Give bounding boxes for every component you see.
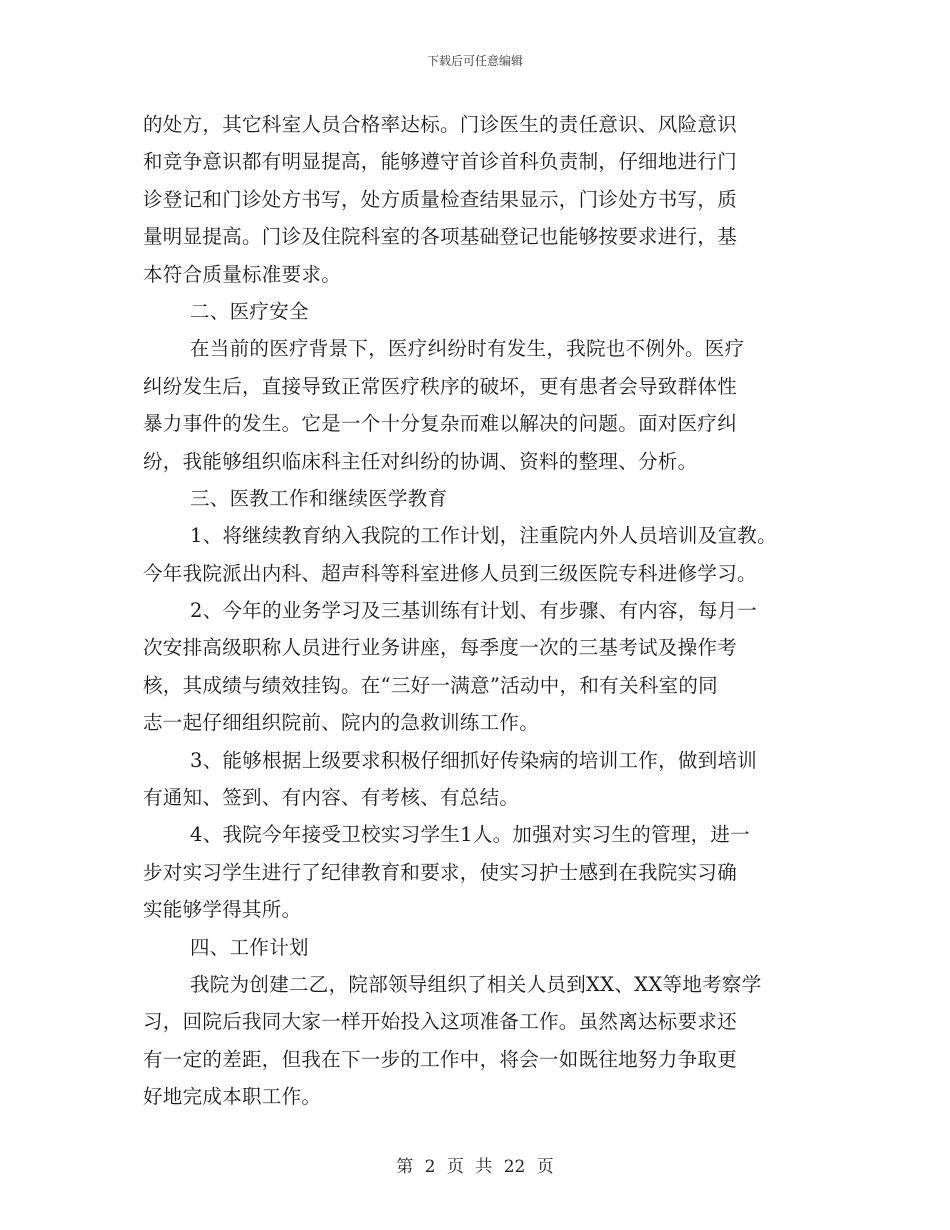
text-line: 诊登记和门诊处方书写，处方质量检查结果显示，门诊处方书写，质: [143, 187, 738, 211]
text-line: 量明显提高。门诊及住院科室的各项基础登记也能够按要求进行，基: [143, 225, 738, 249]
text-line: 在当前的医疗背景下，医疗纠纷时有发生，我院也不例外。医疗: [190, 337, 745, 361]
section-heading-medical-education: 三、医教工作和继续医学教育: [190, 486, 448, 510]
section-heading-medical-safety: 二、医疗安全: [190, 299, 309, 323]
text-line: 习，回院后我同大家一样开始投入这项准备工作。虽然离达标要求还: [143, 1010, 738, 1034]
text-line: 纠纷发生后，直接导致正常医疗秩序的破坏，更有患者会导致群体性: [143, 374, 738, 398]
text-line: 有一定的差距，但我在下一步的工作中，将会一如既往地努力争取更: [143, 1047, 738, 1071]
text-line: 1、将继续教育纳入我院的工作计划，注重院内外人员培训及宣教。: [190, 524, 777, 548]
text-line: 志一起仔细组织院前、院内的急救训练工作。: [143, 711, 540, 735]
text-line: 2、今年的业务学习及三基训练有计划、有步骤、有内容，每月一: [190, 599, 758, 623]
page-header: 下载后可任意编辑: [426, 54, 523, 68]
text-line: 本符合质量标准要求。: [143, 262, 342, 286]
text-line: 实能够学得其所。: [143, 898, 302, 922]
page-footer-page-number: 第 2 页 共 22 页: [396, 1157, 554, 1177]
text-line: 的处方，其它科室人员合格率达标。门诊医生的责任意识、风险意识: [143, 113, 738, 136]
text-line: 纷，我能够组织临床科主任对纠纷的协调、资料的整理、分析。: [143, 449, 698, 473]
text-line: 有通知、签到、有内容、有考核、有总结。: [143, 786, 520, 810]
text-line: 4、我院今年接受卫校实习学生1人。加强对实习生的管理，进一: [190, 823, 751, 847]
text-line: 步对实习学生进行了纪律教育和要求，使实习护士感到在我院实习确: [143, 860, 738, 884]
text-line: 核，其成绩与绩效挂钩。在“三好一满意”活动中，和有关科室的同: [143, 673, 718, 697]
text-line: 我院为创建二乙，院部领导组织了相关人员到XX、XX等地考察学: [190, 972, 762, 996]
text-line: 和竞争意识都有明显提高，能够遵守首诊首科负责制，仔细地进行门: [143, 150, 738, 174]
text-line: 次安排高级职称人员进行业务讲座，每季度一次的三基考试及操作考: [143, 636, 738, 660]
text-line: 暴力事件的发生。它是一个十分复杂而难以解决的问题。面对医疗纠: [143, 412, 738, 436]
text-line: 3、能够根据上级要求积极仔细抓好传染病的培训工作，做到培训: [190, 748, 758, 772]
section-heading-work-plan: 四、工作计划: [190, 935, 309, 959]
document-body: [143, 106, 823, 1116]
text-line: 今年我院派出内科、超声科等科室进修人员到三级医院专科进修学习。: [143, 561, 757, 585]
text-line: 好地完成本职工作。: [143, 1085, 322, 1109]
